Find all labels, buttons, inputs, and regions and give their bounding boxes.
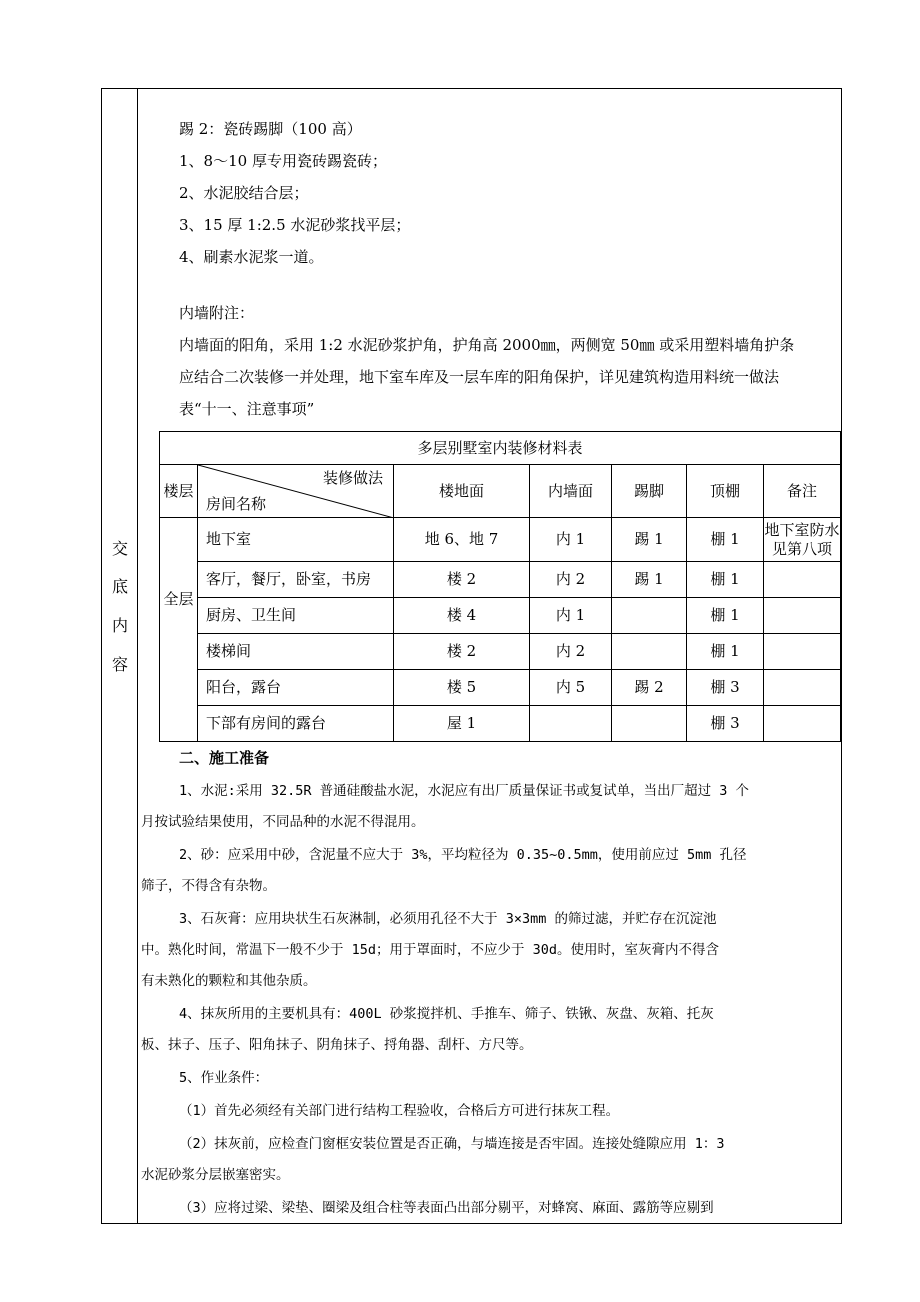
- floor-label: 全层: [160, 518, 198, 742]
- skirting-item: 2、水泥胶结合层；: [179, 184, 309, 202]
- room-cell: 厨房、卫生间: [198, 598, 394, 634]
- prep-cement: 1、水泥:采用 32.5R 普通硅酸盐水泥，水泥应有出厂质量保证书或复试单，当出厂超过 3 个: [179, 783, 750, 799]
- floor-surface-cell: 楼 4: [394, 598, 530, 634]
- wall-cell: 内 5: [530, 670, 612, 706]
- remark-cell: [764, 706, 841, 742]
- skirting-item: 4、刷素水泥浆一道。: [179, 248, 324, 266]
- skirting-cell: [612, 598, 687, 634]
- interior-note-line: 内墙面的阳角，采用 1:2 水泥砂浆护角，护角高 2000㎜，两侧宽 50㎜ 或采用塑料墙角护条: [179, 336, 795, 354]
- floor-surface-cell: 地 6、地 7: [394, 518, 530, 562]
- wall-cell: 内 2: [530, 634, 612, 670]
- header-diagonal-cell: [198, 465, 394, 518]
- prep-heading: 二、施工准备: [179, 749, 270, 767]
- skirting-item: 1、8～10 厚专用瓷砖踢瓷砖；: [179, 152, 387, 170]
- side-label-char: 底: [111, 577, 128, 596]
- prep-condition: （1）首先必须经有关部门进行结构工程验收，合格后方可进行抹灰工程。: [179, 1103, 620, 1119]
- side-label-column: [102, 89, 138, 1223]
- interior-note-title: 内墙附注：: [179, 304, 255, 322]
- remark-cell: [764, 598, 841, 634]
- interior-note-line: 表“十一、注意事项”: [179, 400, 315, 418]
- table-row: [160, 670, 841, 706]
- room-cell: 阳台，露台: [198, 670, 394, 706]
- interior-note-line: 应结合二次装修一并处理，地下室车库及一层车库的阳角保护，详见建筑构造用料统一做法: [179, 368, 780, 386]
- floor-surface-cell: 屋 1: [394, 706, 530, 742]
- ceiling-cell: 棚 1: [687, 518, 764, 562]
- room-cell: 楼梯间: [198, 634, 394, 670]
- prep-sand: 2、砂：应采用中砂，含泥量不应大于 3%，平均粒径为 0.35~0.5mm，使用前应过 5mm 孔径: [179, 847, 747, 863]
- skirting-cell: [612, 706, 687, 742]
- ceiling-cell: 棚 1: [687, 598, 764, 634]
- skirting-title: 踢 2：瓷砖踢脚（100 高）: [179, 120, 362, 138]
- wall-cell: 内 1: [530, 598, 612, 634]
- prep-sand: 筛子，不得含有杂物。: [141, 878, 276, 894]
- side-label-char: 交: [111, 539, 128, 558]
- table-row: [160, 518, 841, 562]
- material-table: [159, 431, 841, 742]
- header-ceiling: 顶棚: [687, 465, 764, 518]
- remark-cell: [764, 670, 841, 706]
- header-floor: 楼层: [160, 465, 198, 518]
- floor-surface-cell: 楼 5: [394, 670, 530, 706]
- header-room: 房间名称: [206, 495, 267, 513]
- disclosure-frame: [101, 88, 842, 1224]
- header-floor-surface: 楼地面: [394, 465, 530, 518]
- disclosure-content: [139, 89, 841, 1223]
- prep-condition: （3）应将过梁、梁垫、圈梁及组合柱等表面凸出部分剔平，对蜂窝、麻面、露筋等应剔到: [179, 1200, 714, 1216]
- table-row: [160, 562, 841, 598]
- skirting-cell: [612, 634, 687, 670]
- skirting-item: 3、15 厚 1:2.5 水泥砂浆找平层；: [179, 216, 411, 234]
- table-title: 多层别墅室内装修材料表: [160, 432, 841, 465]
- prep-cement: 月按试验结果使用，不同品种的水泥不得混用。: [141, 814, 425, 830]
- ceiling-cell: 棚 3: [687, 670, 764, 706]
- prep-lime: 中。熟化时间，常温下一般不少于 15d；用于罩面时，不应少于 30d。使用时，室灰膏内不得含: [141, 942, 720, 958]
- header-skirting: 踢脚: [612, 465, 687, 518]
- ceiling-cell: 棚 3: [687, 706, 764, 742]
- prep-condition: 水泥砂浆分层嵌塞密实。: [141, 1167, 290, 1183]
- side-label-char: 容: [111, 655, 128, 674]
- wall-cell: 内 1: [530, 518, 612, 562]
- side-label-char: 内: [111, 616, 128, 635]
- room-cell: 客厅，餐厅，卧室，书房: [198, 562, 394, 598]
- floor-surface-cell: 楼 2: [394, 634, 530, 670]
- prep-tools: 板、抹子、压子、阳角抹子、阴角抹子、捋角器、刮杆、方尺等。: [141, 1037, 533, 1053]
- prep-lime: 3、石灰膏：应用块状生石灰淋制，必须用孔径不大于 3×3mm 的筛过滤，并贮存在沉淀池: [179, 911, 717, 927]
- floor-surface-cell: 楼 2: [394, 562, 530, 598]
- remark-cell: [764, 634, 841, 670]
- table-row: [160, 634, 841, 670]
- ceiling-cell: 棚 1: [687, 562, 764, 598]
- remark-cell: [764, 562, 841, 598]
- prep-tools: 4、抹灰所用的主要机具有：400L 砂浆搅拌机、手推车、筛子、铁锹、灰盘、灰箱、托灰: [179, 1006, 714, 1022]
- prep-conditions-title: 5、作业条件：: [179, 1070, 269, 1086]
- table-row: [160, 598, 841, 634]
- header-remark: 备注: [764, 465, 841, 518]
- wall-cell: 内 2: [530, 562, 612, 598]
- table-row: [160, 706, 841, 742]
- remark-cell: 地下室防水见第八项: [764, 518, 841, 562]
- prep-condition: （2）抹灰前，应检查门窗框安装位置是否正确，与墙连接是否牢固。连接处缝隙应用 1：3: [179, 1136, 725, 1152]
- skirting-cell: 踢 2: [612, 670, 687, 706]
- room-cell: 下部有房间的露台: [198, 706, 394, 742]
- room-cell: 地下室: [198, 518, 394, 562]
- skirting-cell: 踢 1: [612, 562, 687, 598]
- wall-cell: [530, 706, 612, 742]
- header-method: 装修做法: [322, 469, 383, 487]
- prep-lime: 有未熟化的颗粒和其他杂质。: [141, 973, 317, 989]
- header-wall: 内墙面: [530, 465, 612, 518]
- ceiling-cell: 棚 1: [687, 634, 764, 670]
- skirting-cell: 踢 1: [612, 518, 687, 562]
